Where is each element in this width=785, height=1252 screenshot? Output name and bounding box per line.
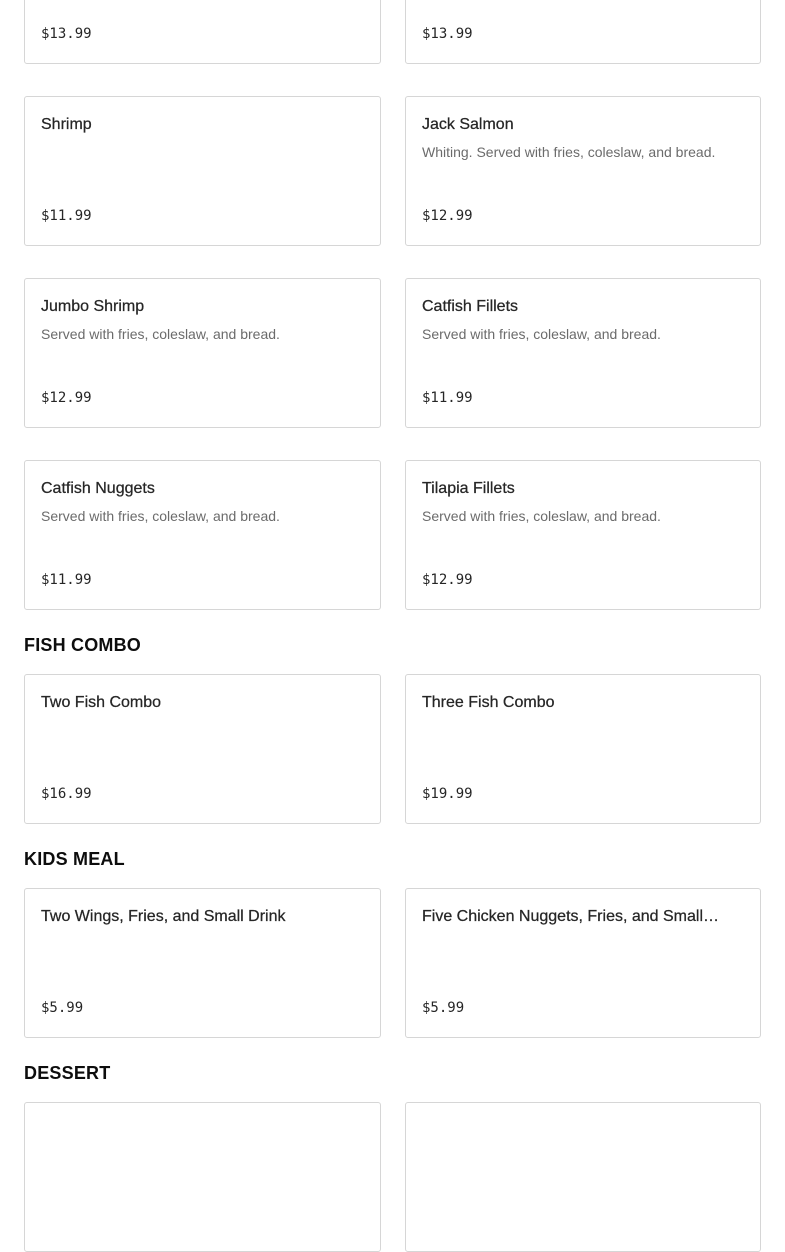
item-description: Served with fries, coleslaw, and bread. [41, 326, 280, 342]
menu-item-tilapia-fillets[interactable] [405, 460, 761, 610]
menu-item-shrimp[interactable] [24, 96, 381, 246]
item-name: Shrimp [41, 116, 92, 133]
item-price: $12.99 [41, 390, 92, 406]
menu-item-card[interactable] [24, 0, 381, 64]
menu-item-card[interactable] [405, 0, 761, 64]
item-price: $12.99 [422, 572, 473, 588]
menu-item-catfish-fillets[interactable] [405, 278, 761, 428]
menu-item-five-chicken-nuggets[interactable] [405, 888, 761, 1038]
menu-item-card[interactable] [24, 1102, 381, 1252]
menu-item-catfish-nuggets[interactable] [24, 460, 381, 610]
item-description: Served with fries, coleslaw, and bread. [41, 508, 280, 524]
section-title-kids-meal: KIDS MEAL [24, 849, 125, 869]
item-name: Jack Salmon [422, 116, 514, 133]
menu-item-three-fish-combo[interactable] [405, 674, 761, 824]
item-name: Jumbo Shrimp [41, 298, 145, 315]
item-price: $12.99 [422, 208, 473, 224]
item-name: Catfish Nuggets [41, 480, 155, 497]
item-description: Served with fries, coleslaw, and bread. [422, 326, 661, 342]
item-price: $5.99 [41, 1000, 84, 1016]
item-description: Served with fries, coleslaw, and bread. [422, 508, 661, 524]
item-price: $13.99 [41, 26, 92, 42]
menu-item-jack-salmon[interactable] [405, 96, 761, 246]
item-price: $11.99 [422, 390, 473, 406]
item-price: $13.99 [422, 26, 473, 42]
item-price: $11.99 [41, 208, 92, 224]
item-name: Tilapia Fillets [422, 480, 515, 497]
item-price: $5.99 [422, 1000, 465, 1016]
item-price: $11.99 [41, 572, 92, 588]
item-name: Five Chicken Nuggets, Fries, and Small… [422, 908, 719, 925]
item-name: Two Fish Combo [41, 694, 162, 711]
item-description: Whiting. Served with fries, coleslaw, and bread. [422, 144, 716, 160]
menu-item-card[interactable] [405, 1102, 761, 1252]
item-price: $16.99 [41, 786, 92, 802]
item-price: $19.99 [422, 786, 473, 802]
section-title-dessert: DESSERT [24, 1063, 111, 1083]
item-name: Catfish Fillets [422, 298, 519, 315]
section-title-fish-combo: FISH COMBO [24, 635, 141, 655]
item-name: Two Wings, Fries, and Small Drink [41, 908, 286, 925]
menu-item-two-fish-combo[interactable] [24, 674, 381, 824]
menu-item-jumbo-shrimp[interactable] [24, 278, 381, 428]
item-name: Three Fish Combo [422, 694, 555, 711]
menu-item-two-wings[interactable] [24, 888, 381, 1038]
